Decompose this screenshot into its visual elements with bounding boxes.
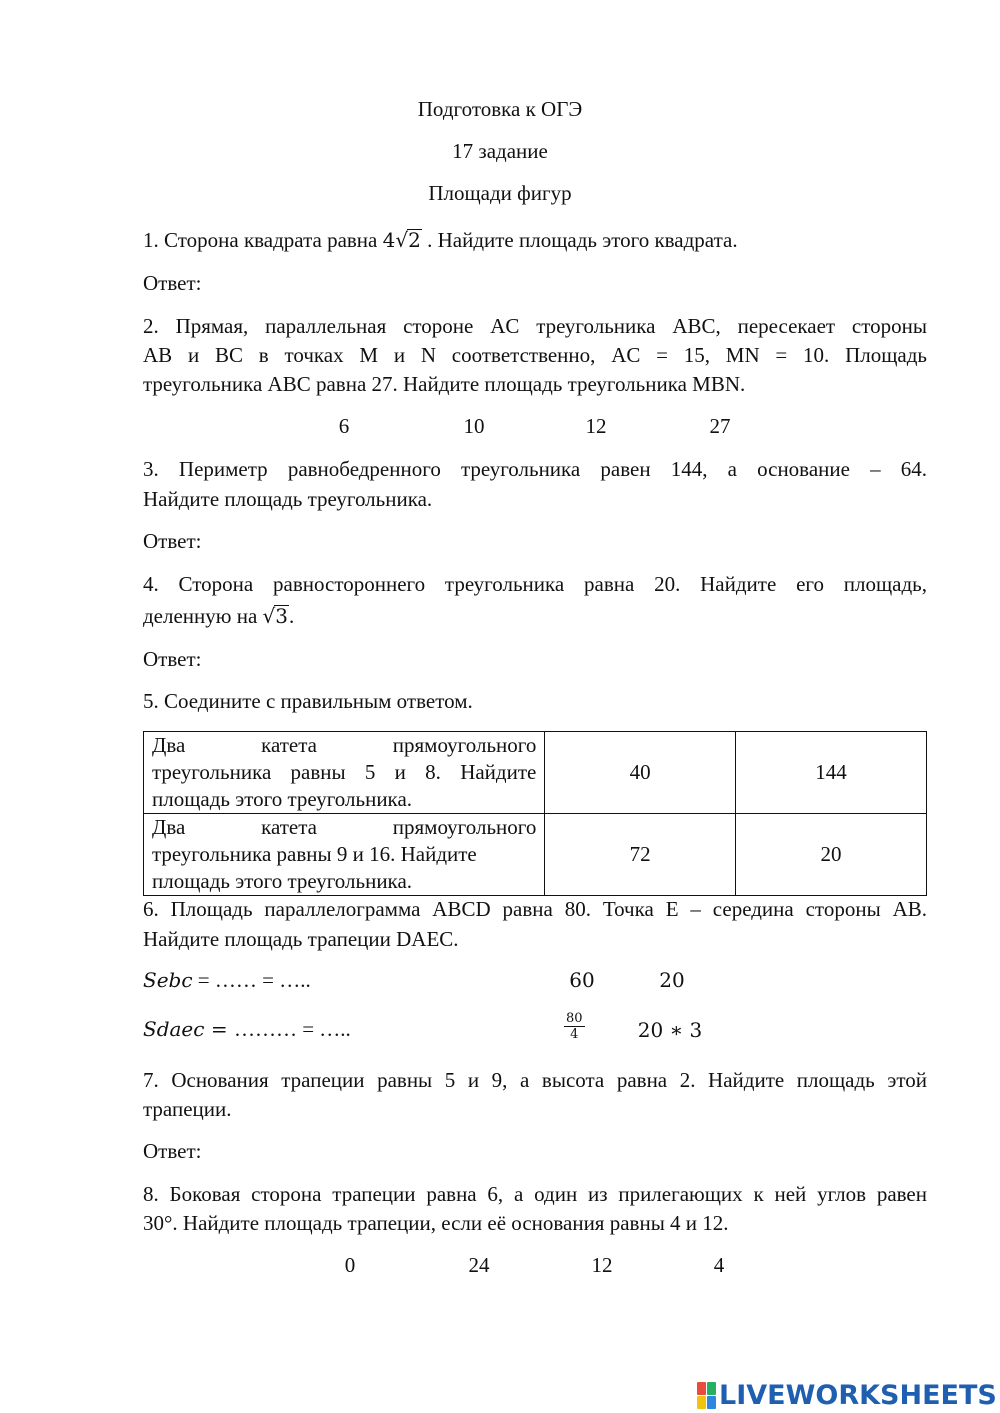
logo-mark-icon [697, 1382, 716, 1409]
topic-title: Площади фигур [428, 181, 572, 205]
sqrt-symbol: √ [262, 604, 276, 628]
answer-cell[interactable]: 20 [736, 814, 927, 896]
answer-label-3: Ответ: [143, 529, 202, 553]
question-7-line-1: 7. Основания трапеции равны 5 и 9, а высота равна 2. Найдите площадь этой [143, 1068, 927, 1092]
answer-label-4: Ответ: [143, 647, 202, 671]
logo-mark-square [697, 1382, 706, 1395]
sdaec-equals: = [204, 1017, 234, 1041]
fraction-denominator: 4 [570, 1027, 579, 1042]
fraction-numerator: 80 [566, 1011, 583, 1026]
logo-mark-square [697, 1396, 706, 1409]
cell-line: Два катета прямоугольного [152, 733, 537, 757]
option[interactable]: 24 [468, 1253, 490, 1277]
option[interactable]: 6 [338, 414, 350, 438]
sebc-variable: Sebc [143, 968, 193, 992]
question-1-radicand: 2 [408, 228, 421, 252]
logo-text: LIVEWORKSHEETS [719, 1379, 997, 1411]
question-4-line-1: 4. Сторона равностороннего треугольника равна 20. Найдите его площадь, [143, 572, 927, 596]
question-4-text: деленную на [143, 604, 263, 628]
sdaec-formula [143, 1017, 351, 1042]
fraction-option[interactable] [564, 1011, 585, 1042]
option[interactable]: 12 [585, 414, 607, 438]
option[interactable]: 20 [659, 968, 685, 992]
question-6-line-2: Найдите площадь трапеции DAEC. [143, 927, 459, 951]
answer-cell[interactable]: 144 [736, 732, 927, 814]
doc-title: Подготовка к ОГЭ [417, 97, 583, 121]
answer-cell[interactable]: 72 [545, 814, 736, 896]
cell-line: треугольника равны 9 и 16. Найдите [152, 842, 477, 866]
task-number: 17 задание [452, 139, 548, 163]
question-8-options [0, 1253, 1000, 1281]
question-2-line-3: треугольника ABC равна 27. Найдите площадь треугольника MBN. [143, 372, 746, 396]
sdaec-variable: Sdaec [143, 1017, 205, 1041]
question-3-line-1: 3. Периметр равнобедренного треугольника равен 144, а основание – 64. [143, 457, 927, 481]
cell-line: Два катета прямоугольного [152, 815, 537, 839]
option[interactable]: 12 [591, 1253, 613, 1277]
question-3-line-2: Найдите площадь треугольника. [143, 487, 433, 511]
question-2-line-1: 2. Прямая, параллельная стороне AC треугольника ABC, пересекает стороны [143, 314, 927, 338]
logo-mark-square [707, 1396, 716, 1409]
question-6-line-1: 6. Площадь параллелограмма ABCD равна 80. Точка E – середина стороны AB. [143, 897, 927, 921]
question-8-line-2: 30°. Найдите площадь трапеции, если её основания равны 4 и 12. [143, 1211, 729, 1235]
question-1-text-start: 1. Сторона квадрата равна [143, 228, 383, 252]
question-7-line-2: трапеции. [143, 1097, 232, 1121]
table-row [144, 732, 927, 814]
cell-line: треугольника равны 5 и 8. Найдите [152, 760, 537, 784]
option[interactable]: 10 [463, 414, 485, 438]
matching-table [143, 731, 927, 896]
question-1 [143, 228, 927, 253]
answer-cell[interactable]: 40 [545, 732, 736, 814]
logo-mark-square [707, 1382, 716, 1395]
table-row [144, 814, 927, 896]
question-5-title: 5. Соедините с правильным ответом. [143, 689, 473, 713]
option[interactable]: 60 [569, 968, 595, 992]
question-2-options [0, 414, 1000, 442]
option[interactable]: 4 [713, 1253, 725, 1277]
cell-line: площадь этого треугольника. [152, 869, 413, 893]
question-1-text-end: . Найдите площадь этого квадрата. [421, 228, 738, 252]
question-8-line-1: 8. Боковая сторона трапеции равна 6, а один из прилегающих к ней углов равен [143, 1182, 927, 1206]
sebc-blanks: = …… = ….. [192, 968, 311, 992]
sebc-formula [143, 968, 311, 993]
question-4-radicand: 3 [275, 604, 289, 628]
question-4-period: . [289, 604, 295, 628]
option[interactable]: 0 [344, 1253, 356, 1277]
option[interactable]: 20 ∗ 3 [637, 1018, 703, 1042]
sdaec-blanks: ……… = ….. [233, 1017, 351, 1041]
option[interactable]: 27 [709, 414, 731, 438]
liveworksheets-logo [697, 1380, 997, 1410]
sqrt-symbol: √ [395, 228, 409, 252]
answer-label-1: Ответ: [143, 271, 202, 295]
question-cell [144, 732, 545, 814]
cell-line: площадь этого треугольника. [152, 787, 413, 811]
question-4-line-2 [143, 604, 927, 629]
question-cell [144, 814, 545, 896]
question-2-line-2: AB и BC в точках M и N соответственно, AC = 15, MN = 10. Площадь [143, 343, 927, 367]
question-1-coef: 4 [382, 228, 396, 252]
answer-label-7: Ответ: [143, 1139, 202, 1163]
